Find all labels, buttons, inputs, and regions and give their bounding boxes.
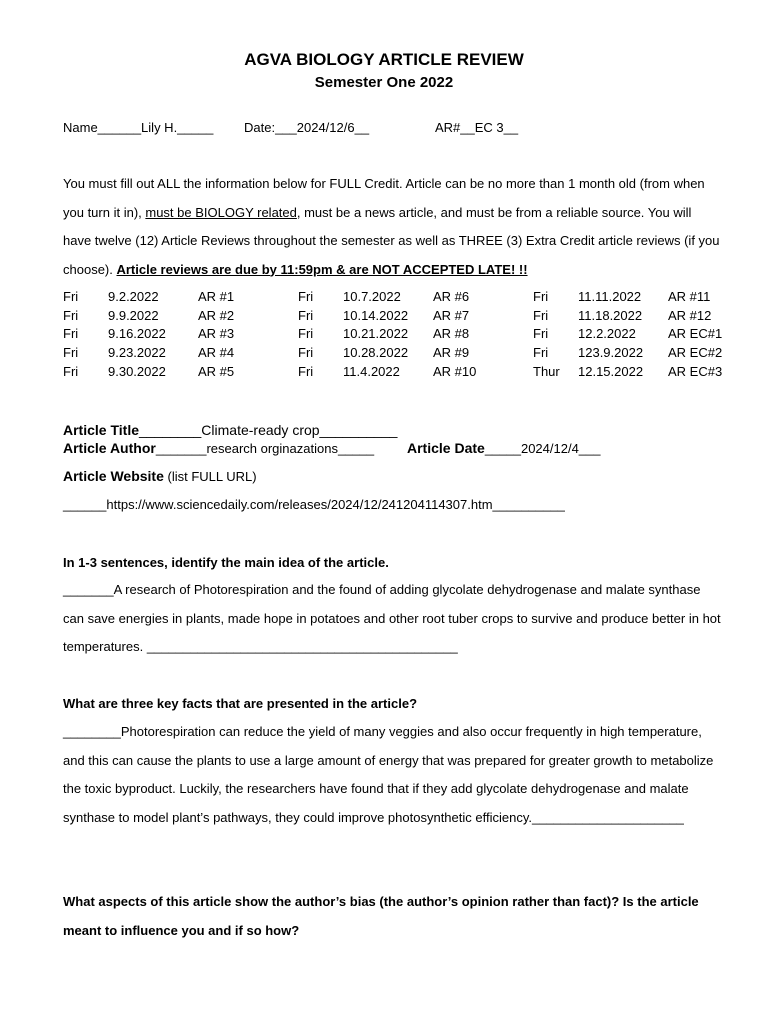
schedule-day: Fri: [298, 307, 314, 323]
article-author-row: [63, 440, 374, 456]
schedule-ar: AR #1: [198, 289, 235, 304]
article-date-label: Article Date: [407, 440, 485, 456]
schedule-date: 9.16.2022: [108, 326, 166, 342]
article-website-note: (list FULL URL): [163, 469, 257, 484]
schedule-date: 12.2.2022: [578, 326, 636, 342]
schedule-day: Fri: [63, 326, 79, 342]
question-author-bias: What aspects of this article show the author’s bias (the author’s opinion rather than fact)? Is the article meant to influence you and if so how?: [63, 894, 699, 938]
schedule-date: 11.11.2022: [578, 289, 642, 304]
article-author-label: Article Author: [63, 440, 156, 456]
schedule-date: 123.9.2022: [578, 345, 644, 361]
schedule-ar: AR EC#2: [668, 345, 723, 361]
schedule-day: Fri: [63, 307, 79, 323]
article-date-field[interactable]: _____2024/12/4___: [484, 441, 601, 456]
schedule-ar: AR #3: [198, 326, 235, 342]
schedule-ar: AR #5: [198, 363, 235, 379]
schedule-ar: AR #2: [198, 307, 235, 323]
schedule-date: 9.23.2022: [108, 345, 166, 361]
schedule-day: Fri: [298, 289, 314, 304]
schedule-ar: AR EC#3: [668, 363, 723, 379]
page-subtitle: Semester One 2022: [314, 74, 454, 91]
instructions-underlined: must be BIOLOGY related: [145, 204, 297, 220]
schedule-day: Fri: [298, 326, 314, 342]
schedule-day: Thur: [533, 363, 560, 379]
article-website-field[interactable]: ______https://www.sciencedaily.com/releases/2024/12/241204114307.htm__________: [63, 497, 565, 512]
page-title: AGVA BIOLOGY ARTICLE REVIEW: [244, 50, 524, 69]
schedule-date: 11.18.2022: [578, 307, 643, 323]
article-date-row: [407, 440, 601, 456]
schedule-date: 10.28.2022: [343, 345, 409, 361]
article-title-row: [63, 422, 397, 438]
schedule-ar: AR EC#1: [668, 326, 723, 342]
question-main-idea: In 1-3 sentences, identify the main idea of the article.: [63, 555, 389, 570]
article-title-label: Article Title: [63, 422, 139, 438]
schedule-date: 9.30.2022: [108, 363, 166, 379]
instructions-paragraph: [63, 170, 723, 284]
schedule-date: 9.2.2022: [108, 289, 159, 304]
answer-main-idea[interactable]: _______A research of Photorespiration and the found of adding glycolate dehydrogenase and malate synthase can save energies in plants, made hope in potatoes and other root tuber crops to survive and produce better in hot temperatures. ___________________________________________: [63, 582, 721, 655]
answer-key-facts[interactable]: ________Photorespiration can reduce the yield of many veggies and also occur frequently in high temperature, and this can cause the plants to use a large amount of energy that was prepared for greater growth to metabolize the toxic byproduct. Luckily, the researchers have found that if they add glycolate dehydrogenase and malate synthase to model plant’s pathways, they could improve photosynthetic efficiency._____________________: [63, 724, 714, 825]
instructions-text-1: You must fill out ALL the information below for FULL Credit. Article can be no more than 1 month old (from when you turn it in),: [63, 176, 705, 220]
schedule-day: Fri: [533, 307, 549, 323]
schedule-day: Fri: [63, 289, 79, 304]
schedule-ar: AR #6: [433, 289, 470, 304]
schedule-ar: AR #9: [433, 345, 470, 361]
name-field[interactable]: Name______Lily H._____: [63, 120, 214, 135]
schedule-ar: AR #8: [433, 326, 470, 342]
article-website-row: [63, 468, 257, 484]
article-title-field[interactable]: ________Climate-ready crop__________: [139, 422, 398, 438]
article-website-label: Article Website: [63, 468, 164, 484]
schedule-day: Fri: [298, 345, 314, 361]
schedule-date: 10.21.2022: [343, 326, 409, 342]
schedule-day: Fri: [63, 363, 79, 379]
date-field[interactable]: Date:___2024/12/6__: [244, 120, 370, 135]
schedule-day: Fri: [533, 345, 549, 361]
schedule-ar: AR #7: [433, 307, 470, 323]
schedule-ar: AR #4: [198, 345, 235, 361]
deadline-notice: Article reviews are due by 11:59pm & are NOT ACCEPTED LATE! !!: [116, 261, 528, 277]
schedule-day: Fri: [298, 363, 314, 379]
schedule-ar: AR #11: [668, 289, 711, 304]
schedule-day: Fri: [533, 326, 549, 342]
schedule-date: 10.14.2022: [343, 307, 409, 323]
ar-number-field[interactable]: AR#__EC 3__: [435, 120, 519, 135]
schedule-date: 10.7.2022: [343, 289, 401, 304]
schedule-day: Fri: [63, 345, 79, 361]
schedule-date: 9.9.2022: [108, 307, 159, 323]
question-key-facts: What are three key facts that are presented in the article?: [63, 696, 418, 711]
article-author-field[interactable]: _______research orginazations_____: [155, 441, 375, 456]
instructions-text-2: , must be a news article, and must be from a reliable source. You will have twelve (12) Article Reviews throughout the semester as well as THREE (3) Extra Credit article reviews (if you choose).: [63, 204, 720, 277]
schedule-ar: AR #12: [668, 307, 712, 323]
schedule-date: 12.15.2022: [578, 363, 644, 379]
schedule-ar: AR #10: [433, 363, 477, 379]
schedule-day: Fri: [533, 289, 549, 304]
schedule-date: 11.4.2022: [343, 363, 400, 379]
